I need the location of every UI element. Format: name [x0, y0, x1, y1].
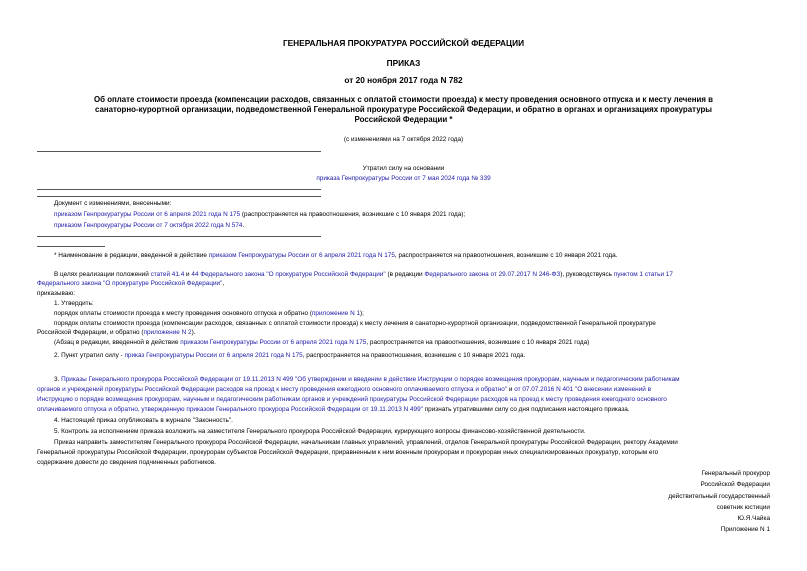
final-paragraph-line-1: Приказ направить заместителям Генерального прокурора Российской Федерации, начальникам главных управлений, управлений, отделов Генеральной прокуратуры Российской Федерации, ректору Академии	[54, 439, 678, 446]
final-paragraph-line-2: Генеральной прокуратуры Российской Федерации, прокурорам субъектов Российской Федерации, приравненным к ним военным прокурорам и прокурорам иных специализированных прокуратур, которым его	[37, 449, 659, 456]
item-3-line-4: оплачиваемого отпуска и обратно, утвержденную приказом Генерального прокурора Российской Федерации от 19.11.2013 N 499" признать утратившими силу со дня подписания настоящего приказа.	[37, 406, 630, 413]
item-1b-line-1: порядок оплаты стоимости проезда (компенсации расходов, связанных с оплатой стоимости проезда) к месту лечения в санаторно-курортной организации, подведомственной Генеральной прокуратуре	[54, 320, 656, 327]
link-order-175-repeal[interactable]: приказ Генпрокуратуры России от 6 апреля 2021 года N 175	[124, 352, 303, 359]
preamble-line-2: Федерального закона "О прокуратуре Российской Федерации",	[37, 280, 225, 287]
signature-name: Ю.Я.Чайка	[737, 515, 770, 522]
signature-position-2: Российской Федерации	[700, 481, 770, 488]
link-federal-law-246[interactable]: Федерального закона от 29.07.2017 N 246-ФЗ	[424, 271, 561, 278]
edition-note: (с изменениями на 7 октября 2022 года)	[343, 136, 464, 143]
doc-title-line-2: санаторно-курортной организации, подведомственной Генеральной прокуратуре Российской Федерации, и обратно в органах и организациях прокуратуры	[94, 105, 713, 114]
signature-rank-2: советник юстиции	[716, 504, 770, 511]
divider	[37, 196, 321, 197]
footnote-divider	[37, 246, 105, 247]
link-order-401[interactable]: от 07.07.2016 N 401 "О внесении изменений в	[514, 386, 652, 393]
item-2: 2. Пункт утратил силу - приказ Генпрокуратуры России от 6 апреля 2021 года N 175, распространяется на правоотношения, возникшие с 10 января 2021 года.	[54, 352, 526, 359]
repeal-note: Утратил силу на основании	[362, 165, 445, 172]
item-5: 5. Контроль за исполнением приказа возложить на заместителя Генерального прокурора Российской Федерации, курирующего вопросы финансово-хозяйственной деятельности.	[54, 428, 586, 435]
item-3-line-2: органов и учреждений прокуратуры Российской Федерации расходов на проезд к месту проведения ежегодного основного оплачиваемого отпуска и обратно" и от 07.07.2016 N 401 "О внесении изменений в	[37, 386, 652, 393]
doc-type: ПРИКАЗ	[386, 58, 421, 68]
link-appendix-2[interactable]: приложение N 2	[143, 329, 192, 336]
divider	[37, 236, 321, 237]
doc-date-number: от 20 ноября 2017 года N 782	[344, 75, 463, 85]
doc-title-line-3: Российской Федерации *	[354, 115, 453, 124]
signature-position-1: Генеральный прокурор	[701, 470, 770, 477]
link-orders-499[interactable]: Приказы Генерального прокурора Российской Федерации от 19.11.2013 N 499 "Об утверждении и введении в действие Инструкции о порядке возмещения прокурорам, научным и педагогическим работникам	[61, 376, 680, 383]
item-1a: порядок оплаты стоимости проезда к месту проведения основного отпуска и обратно (приложение N 1);	[54, 310, 364, 317]
edition-note-paragraph: (Абзац в редакции, введенной в действие приказом Генпрокуратуры России от 6 апреля 2021 года N 175, распространяется на правоотношения, возникшие с 10 января 2021 года)	[54, 339, 590, 346]
appendix-label: Приложение N 1	[720, 526, 770, 533]
signature-rank-1: действительный государственный	[668, 493, 770, 500]
link-appendix-1[interactable]: приложение N 1	[311, 310, 361, 317]
final-paragraph-line-3: содержание довести до сведения подчиненных работников.	[37, 459, 217, 466]
footnote: * Наименование в редакции, введенной в действие приказом Генпрокуратуры России от 6 апреля 2021 года N 175, распространяется на правоотношения, возникшие с 10 января 2021 года.	[54, 252, 618, 259]
link-article-17[interactable]: пунктом 1 статьи 17	[613, 271, 673, 278]
amendment-link-1[interactable]: приказом Генпрокуратуры России от 6 апреля 2021 года N 175	[54, 211, 241, 218]
link-order-175[interactable]: приказом Генпрокуратуры России от 6 апреля 2021 года N 175	[180, 339, 367, 346]
link-federal-law-prosecution[interactable]: Федерального закона "О прокуратуре Российской Федерации"	[37, 280, 223, 287]
item-3-line-1: 3. Приказы Генерального прокурора Российской Федерации от 19.11.2013 N 499 "Об утверждении и введении в действие Инструкции о порядке возмещения прокурорам, научным и педагогическим работникам	[54, 376, 680, 383]
repeal-link[interactable]: приказа Генпрокуратуры России от 7 мая 2024 года № 339	[316, 175, 491, 182]
preamble-line-1: В целях реализации положений статей 41.4 и 44 Федерального закона "О прокуратуре Российской Федерации" (в редакции Федерального закона от 29.07.2017 N 246-ФЗ), руководствуясь пунктом 1 статьи 17	[54, 271, 673, 278]
item-3-line-3: Инструкцию о порядке возмещения прокурорам, научным и педагогическим работникам органов и учреждений прокуратуры Российской Федерации расходов на проезд к месту проведения ежегодного основного	[37, 396, 667, 403]
amendments-intro: Документ с изменениями, внесенными:	[54, 200, 172, 207]
item-1: 1. Утвердить:	[54, 300, 94, 307]
doc-title-line-1: Об оплате стоимости проезда (компенсации расходов, связанных с оплатой стоимости проезда) к месту проведения основного отпуска и к месту лечения в	[93, 95, 713, 104]
footnote-link[interactable]: приказом Генпрокуратуры России от 6 апреля 2021 года N 175	[208, 252, 395, 259]
amendment-item-2: приказом Генпрокуратуры России от 7 октября 2022 года N 574.	[54, 222, 245, 229]
link-article-44[interactable]: 44 Федерального закона "О прокуратуре Российской Федерации"	[191, 271, 386, 278]
item-4: 4. Настоящий приказ опубликовать в журнале "Законность".	[54, 417, 233, 424]
divider	[37, 189, 321, 190]
amendment-link-2[interactable]: приказом Генпрокуратуры России от 7 октября 2022 года N 574	[54, 222, 243, 229]
link-article-41-4[interactable]: статей 41.4	[150, 271, 185, 278]
preamble-order: приказываю:	[37, 290, 75, 297]
amendment-item-1: приказом Генпрокуратуры России от 6 апреля 2021 года N 175 (распространяется на правоотношения, возникшие с 10 января 2021 года);	[54, 211, 466, 218]
org-name: ГЕНЕРАЛЬНАЯ ПРОКУРАТУРА РОССИЙСКОЙ ФЕДЕРАЦИИ	[282, 38, 525, 48]
divider	[37, 151, 321, 152]
item-1b-line-2: Российской Федерации, и обратно (приложение N 2).	[37, 329, 196, 336]
